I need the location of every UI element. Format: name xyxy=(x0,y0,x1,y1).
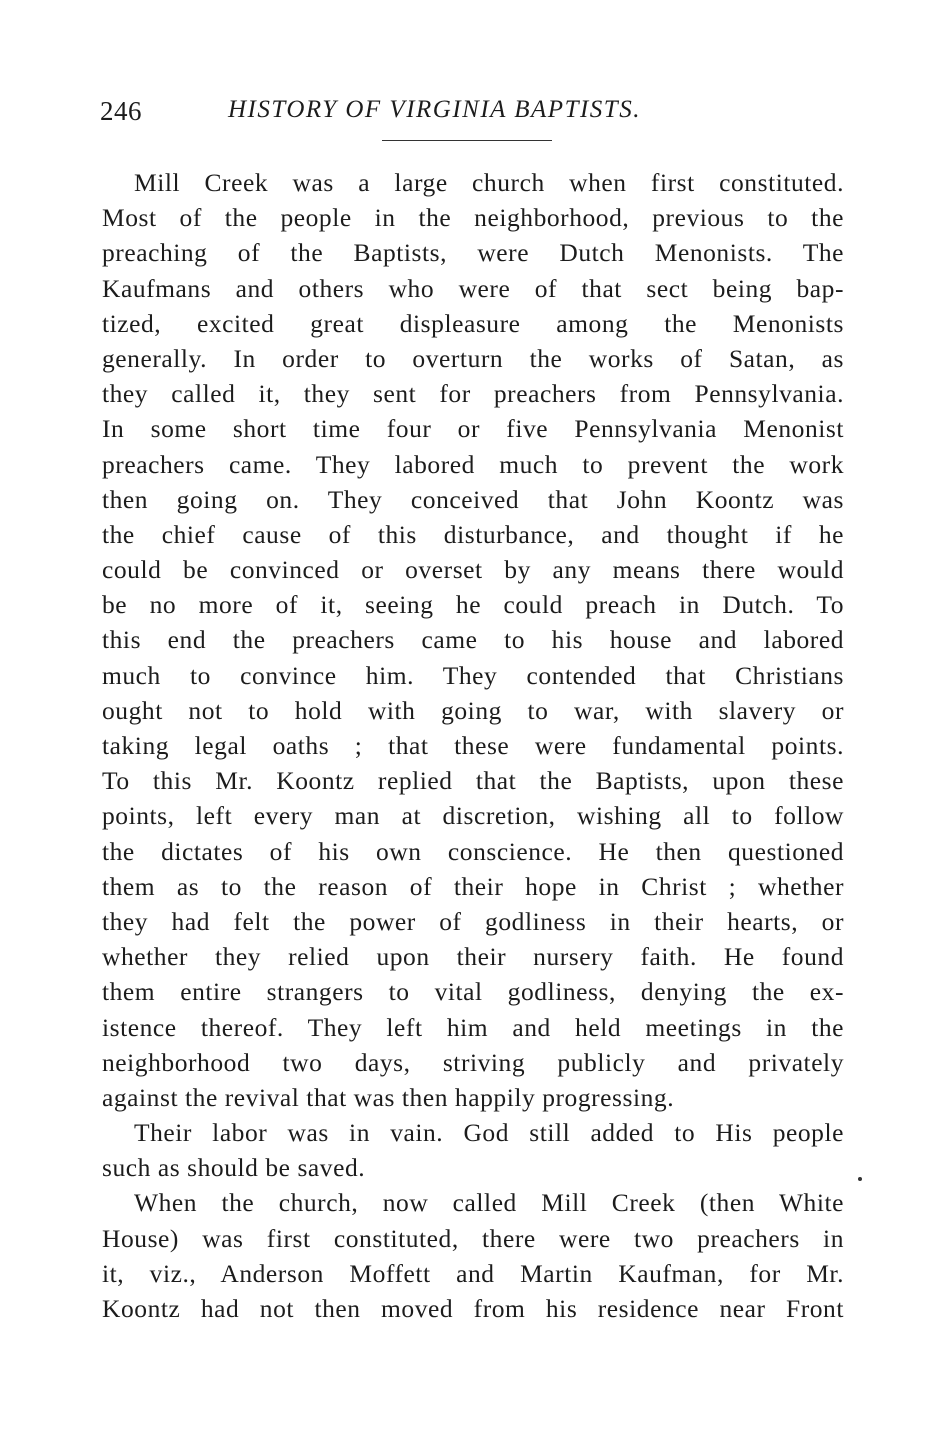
text-line: tized, excited great displeasure among the Menonists xyxy=(102,308,844,338)
paragraph xyxy=(102,165,844,1115)
text-line: House) was first constituted, there were two preachers in xyxy=(102,1223,844,1253)
print-speck xyxy=(858,1177,862,1181)
text-line: Their labor was in vain. God still added to His people xyxy=(134,1118,844,1148)
text-line: could be convinced or overset by any means there would xyxy=(102,555,844,585)
text-line: the dictates of his own conscience. He then questioned xyxy=(102,836,844,866)
text-line: Kaufmans and others who were of that sect being bap- xyxy=(102,273,844,303)
page-header xyxy=(100,96,850,136)
text-line: Koontz had not then moved from his residence near Front xyxy=(102,1294,844,1323)
paragraph xyxy=(102,1115,844,1185)
text-line: In some short time four or five Pennsylvania Menonist xyxy=(102,414,844,444)
text-line: much to convince him. They contended that Christians xyxy=(102,660,844,690)
text-line: preaching of the Baptists, were Dutch Menonists. The xyxy=(102,238,844,268)
body-text xyxy=(102,165,844,1326)
text-line: ought not to hold with going to war, with slavery or xyxy=(102,695,844,725)
text-line: preachers came. They labored much to prevent the work xyxy=(102,449,844,479)
text-line: this end the preachers came to his house and labored xyxy=(102,625,844,655)
text-line: neighborhood two days, striving publicly and privately xyxy=(102,1047,844,1077)
text-line: points, left every man at discretion, wishing all to follow xyxy=(102,801,844,831)
text-line: it, viz., Anderson Moffett and Martin Kaufman, for Mr. xyxy=(102,1258,844,1288)
text-line: they called it, they sent for preachers from Pennsylvania. xyxy=(102,379,844,409)
text-line: the chief cause of this disturbance, and thought if he xyxy=(102,519,844,549)
header-rule xyxy=(382,140,552,141)
text-line: they had felt the power of godliness in their hearts, or xyxy=(102,906,844,936)
text-line: such as should be saved. xyxy=(102,1153,366,1183)
text-line: When the church, now called Mill Creek (then White xyxy=(134,1188,844,1218)
text-line: against the revival that was then happily progressing. xyxy=(102,1082,675,1112)
text-line: istence thereof. They left him and held meetings in the xyxy=(102,1012,844,1042)
text-line: generally. In order to overturn the works of Satan, as xyxy=(102,343,844,373)
text-line: be no more of it, seeing he could preach in Dutch. To xyxy=(102,590,844,620)
text-line: whether they relied upon their nursery faith. He found xyxy=(102,942,844,972)
running-title: HISTORY OF VIRGINIA BAPTISTS. xyxy=(228,96,641,123)
text-line: them entire strangers to vital godliness, denying the ex- xyxy=(102,977,844,1007)
page-number: 246 xyxy=(100,96,142,126)
text-line: taking legal oaths ; that these were fundamental points. xyxy=(102,731,844,760)
text-line: Mill Creek was a large church when first constituted. xyxy=(134,168,844,197)
text-line: then going on. They conceived that John Koontz was xyxy=(102,484,844,514)
text-line: them as to the reason of their hope in Christ ; whether xyxy=(102,871,844,901)
text-line: Most of the people in the neighborhood, previous to the xyxy=(102,203,844,233)
paragraph xyxy=(102,1185,844,1326)
text-line: To this Mr. Koontz replied that the Baptists, upon these xyxy=(102,766,844,796)
